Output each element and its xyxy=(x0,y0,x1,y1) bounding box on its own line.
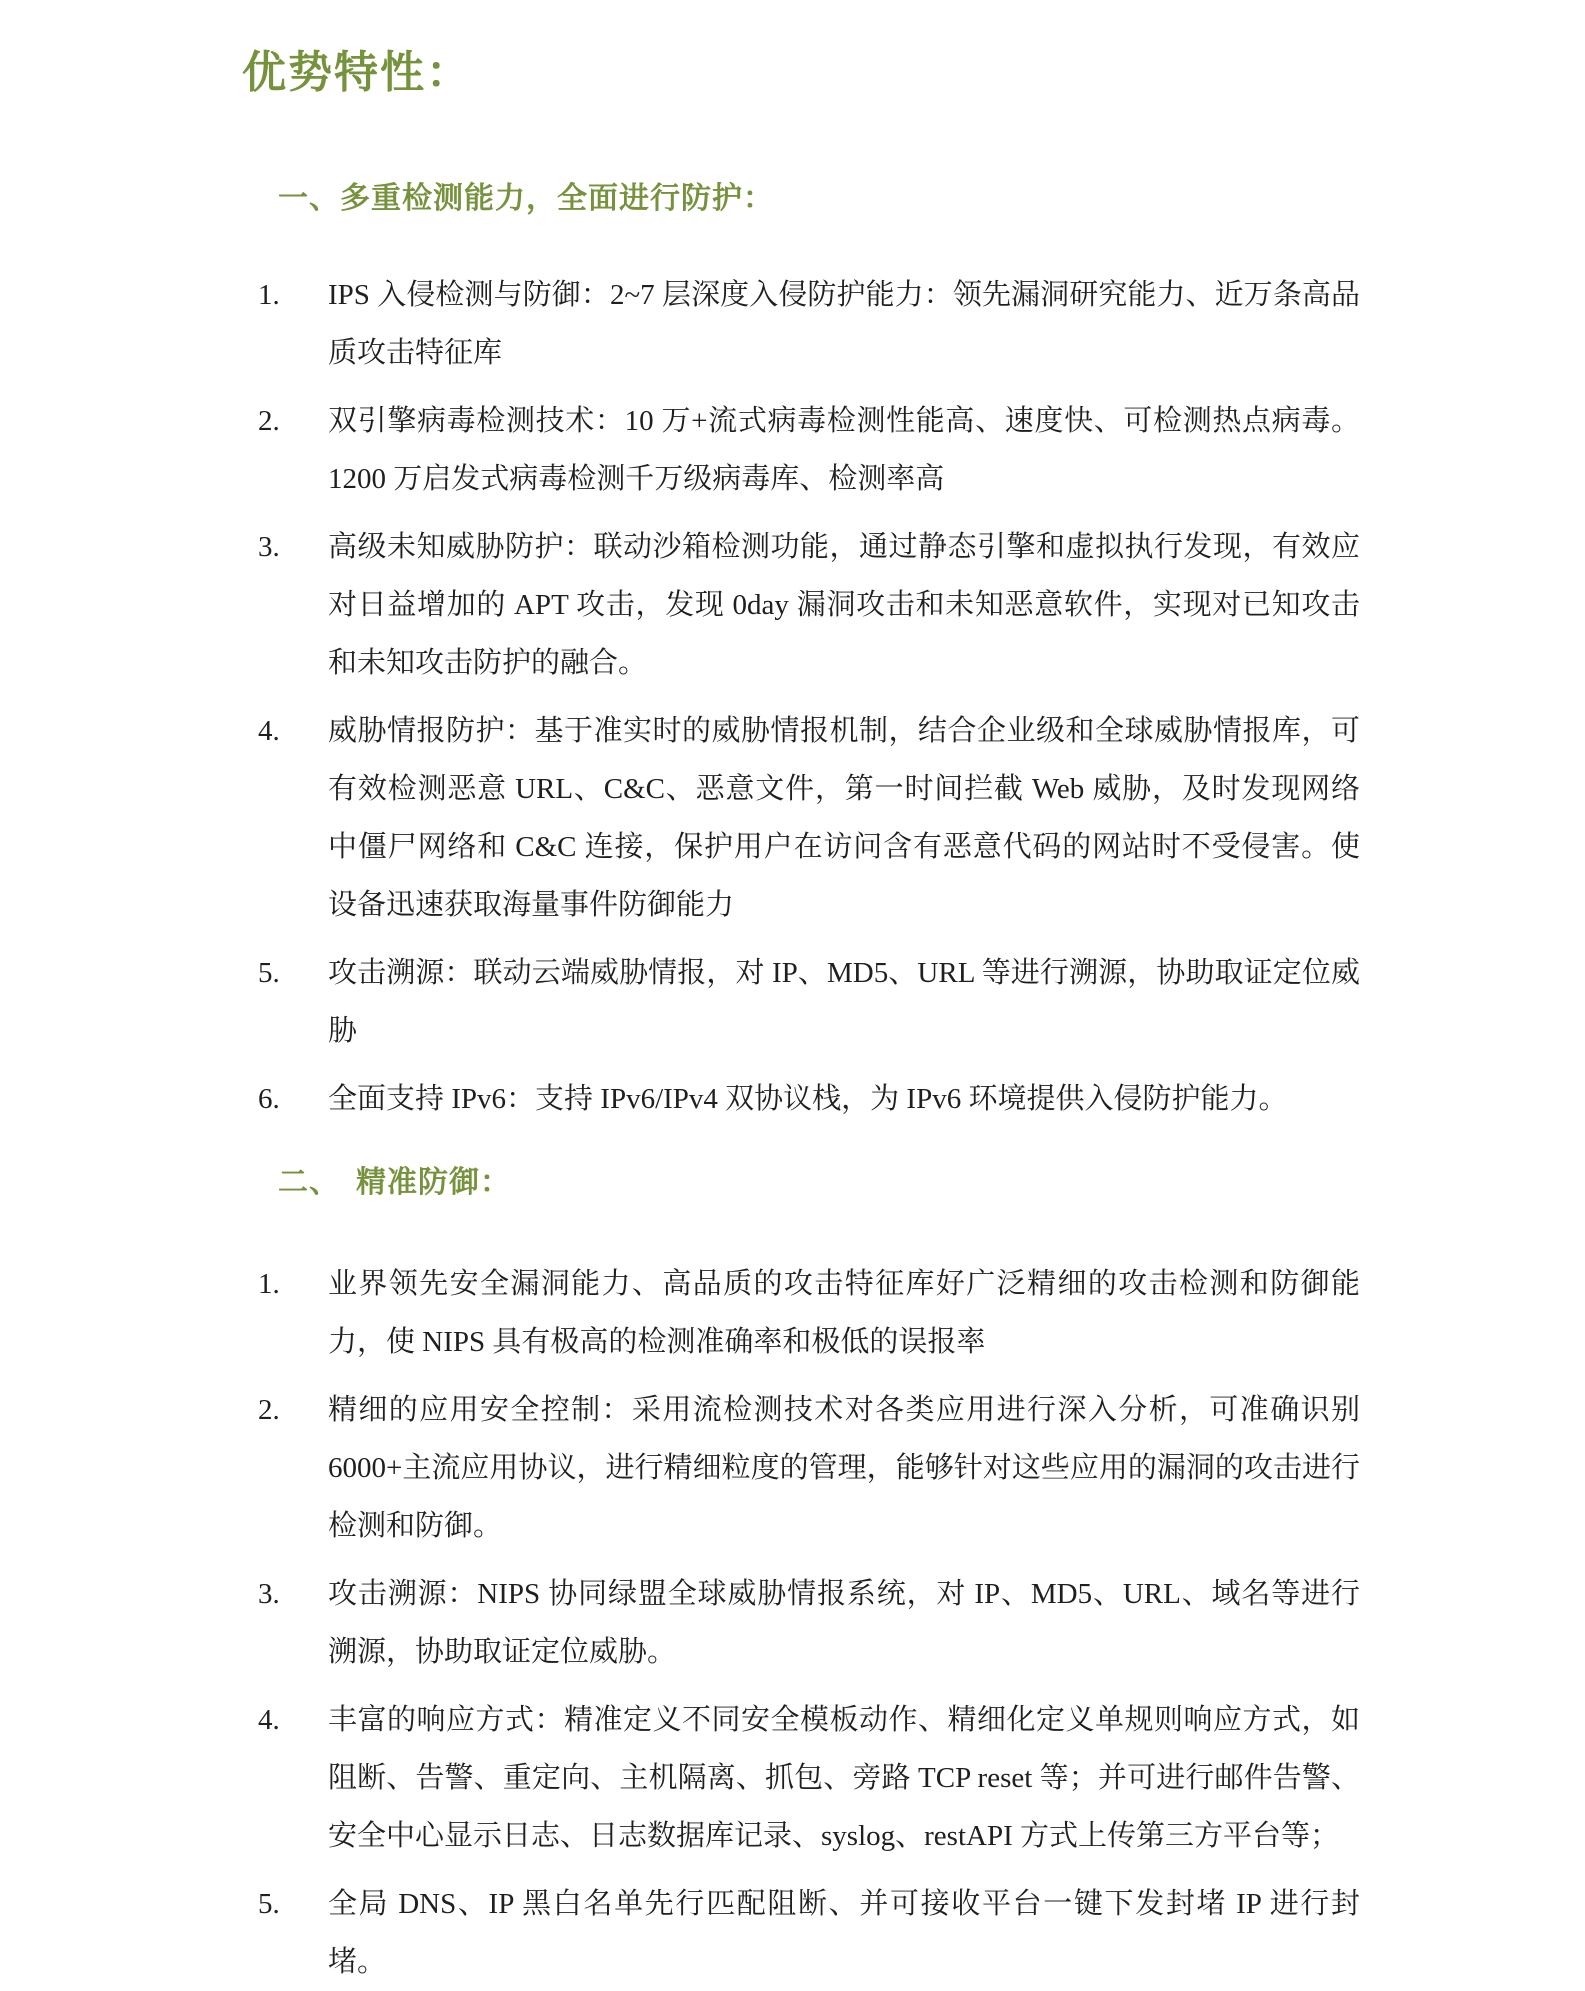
list-item xyxy=(258,1381,1585,1555)
list-item xyxy=(258,944,1585,1060)
item-text: 高级未知威胁防护：联动沙箱检测功能，通过静态引擎和虚拟执行发现，有效应对日益增加的 APT 攻击，发现 0day 漏洞攻击和未知恶意软件，实现对已知攻击和未知攻击防护的融合。 xyxy=(328,530,1360,679)
item-text: IPS 入侵检测与防御：2~7 层深度入侵防护能力：领先漏洞研究能力、近万条高品质攻击特征库 xyxy=(328,278,1360,369)
section-heading: 二、 精准防御： xyxy=(278,1165,511,1199)
page-title: 优势特性： xyxy=(242,48,472,97)
item-number: 1. xyxy=(258,278,280,311)
item-text: 双引擎病毒检测技术：10 万+流式病毒检测性能高、速度快、可检测热点病毒。1200 万启发式病毒检测千万级病毒库、检测率高 xyxy=(328,404,1360,495)
item-number: 4. xyxy=(258,1704,280,1737)
item-text: 全面支持 IPv6：支持 IPv6/IPv4 双协议栈，为 IPv6 环境提供入侵防护能力。 xyxy=(328,1082,1288,1115)
list-item xyxy=(258,518,1585,692)
list-item xyxy=(258,266,1585,382)
item-text: 全局 DNS、IP 黑白名单先行匹配阻断、并可接收平台一键下发封堵 IP 进行封堵。 xyxy=(328,1888,1360,1979)
item-text: 攻击溯源：联动云端威胁情报，对 IP、MD5、URL 等进行溯源，协助取证定位威胁 xyxy=(328,956,1360,1047)
item-number: 6. xyxy=(258,1082,280,1115)
item-number: 4. xyxy=(258,714,280,747)
item-text: 精细的应用安全控制：采用流检测技术对各类应用进行深入分析，可准确识别 6000+主流应用协议，进行精细粒度的管理，能够针对这些应用的漏洞的攻击进行检测和防御。 xyxy=(328,1394,1360,1543)
sections xyxy=(0,180,1585,1991)
list-item xyxy=(258,1565,1585,1681)
list-item xyxy=(258,702,1585,934)
item-number: 5. xyxy=(258,956,280,989)
list-item xyxy=(258,1255,1585,1371)
item-number: 5. xyxy=(258,1888,280,1921)
item-number: 3. xyxy=(258,1578,280,1611)
item-text: 攻击溯源：NIPS 协同绿盟全球威胁情报系统，对 IP、MD5、URL、域名等进行溯源，协助取证定位威胁。 xyxy=(328,1578,1360,1669)
section xyxy=(0,180,1585,1128)
list-item xyxy=(258,1691,1585,1865)
list-item xyxy=(258,1875,1585,1991)
item-text: 威胁情报防护：基于准实时的威胁情报机制，结合企业级和全球威胁情报库，可有效检测恶意 URL、C&C、恶意文件，第一时间拦截 Web 威胁，及时发现网络中僵尸网络和 C&C 连接，保护用户在访问含有恶意代码的网站时不受侵害。使设备迅速获取海量事件防御能力 xyxy=(328,714,1360,921)
item-number: 3. xyxy=(258,530,280,563)
item-number: 2. xyxy=(258,404,280,437)
item-number: 1. xyxy=(258,1268,280,1301)
list-item xyxy=(258,1070,1585,1128)
section-list xyxy=(0,1255,1585,1991)
item-text: 丰富的响应方式：精准定义不同安全模板动作、精细化定义单规则响应方式，如阻断、告警、重定向、主机隔离、抓包、旁路 TCP reset 等；并可进行邮件告警、安全中心显示日志、日志数据库记录、syslog、restAPI 方式上传第三方平台等； xyxy=(328,1704,1360,1853)
section-heading: 一、多重检测能力，全面进行防护： xyxy=(278,182,774,216)
section xyxy=(0,1164,1585,1991)
item-text: 业界领先安全漏洞能力、高品质的攻击特征库好广泛精细的攻击检测和防御能力，使 NIPS 具有极高的检测准确率和极低的误报率 xyxy=(328,1268,1360,1359)
list-item xyxy=(258,392,1585,508)
item-number: 2. xyxy=(258,1394,280,1427)
section-list xyxy=(0,266,1585,1128)
